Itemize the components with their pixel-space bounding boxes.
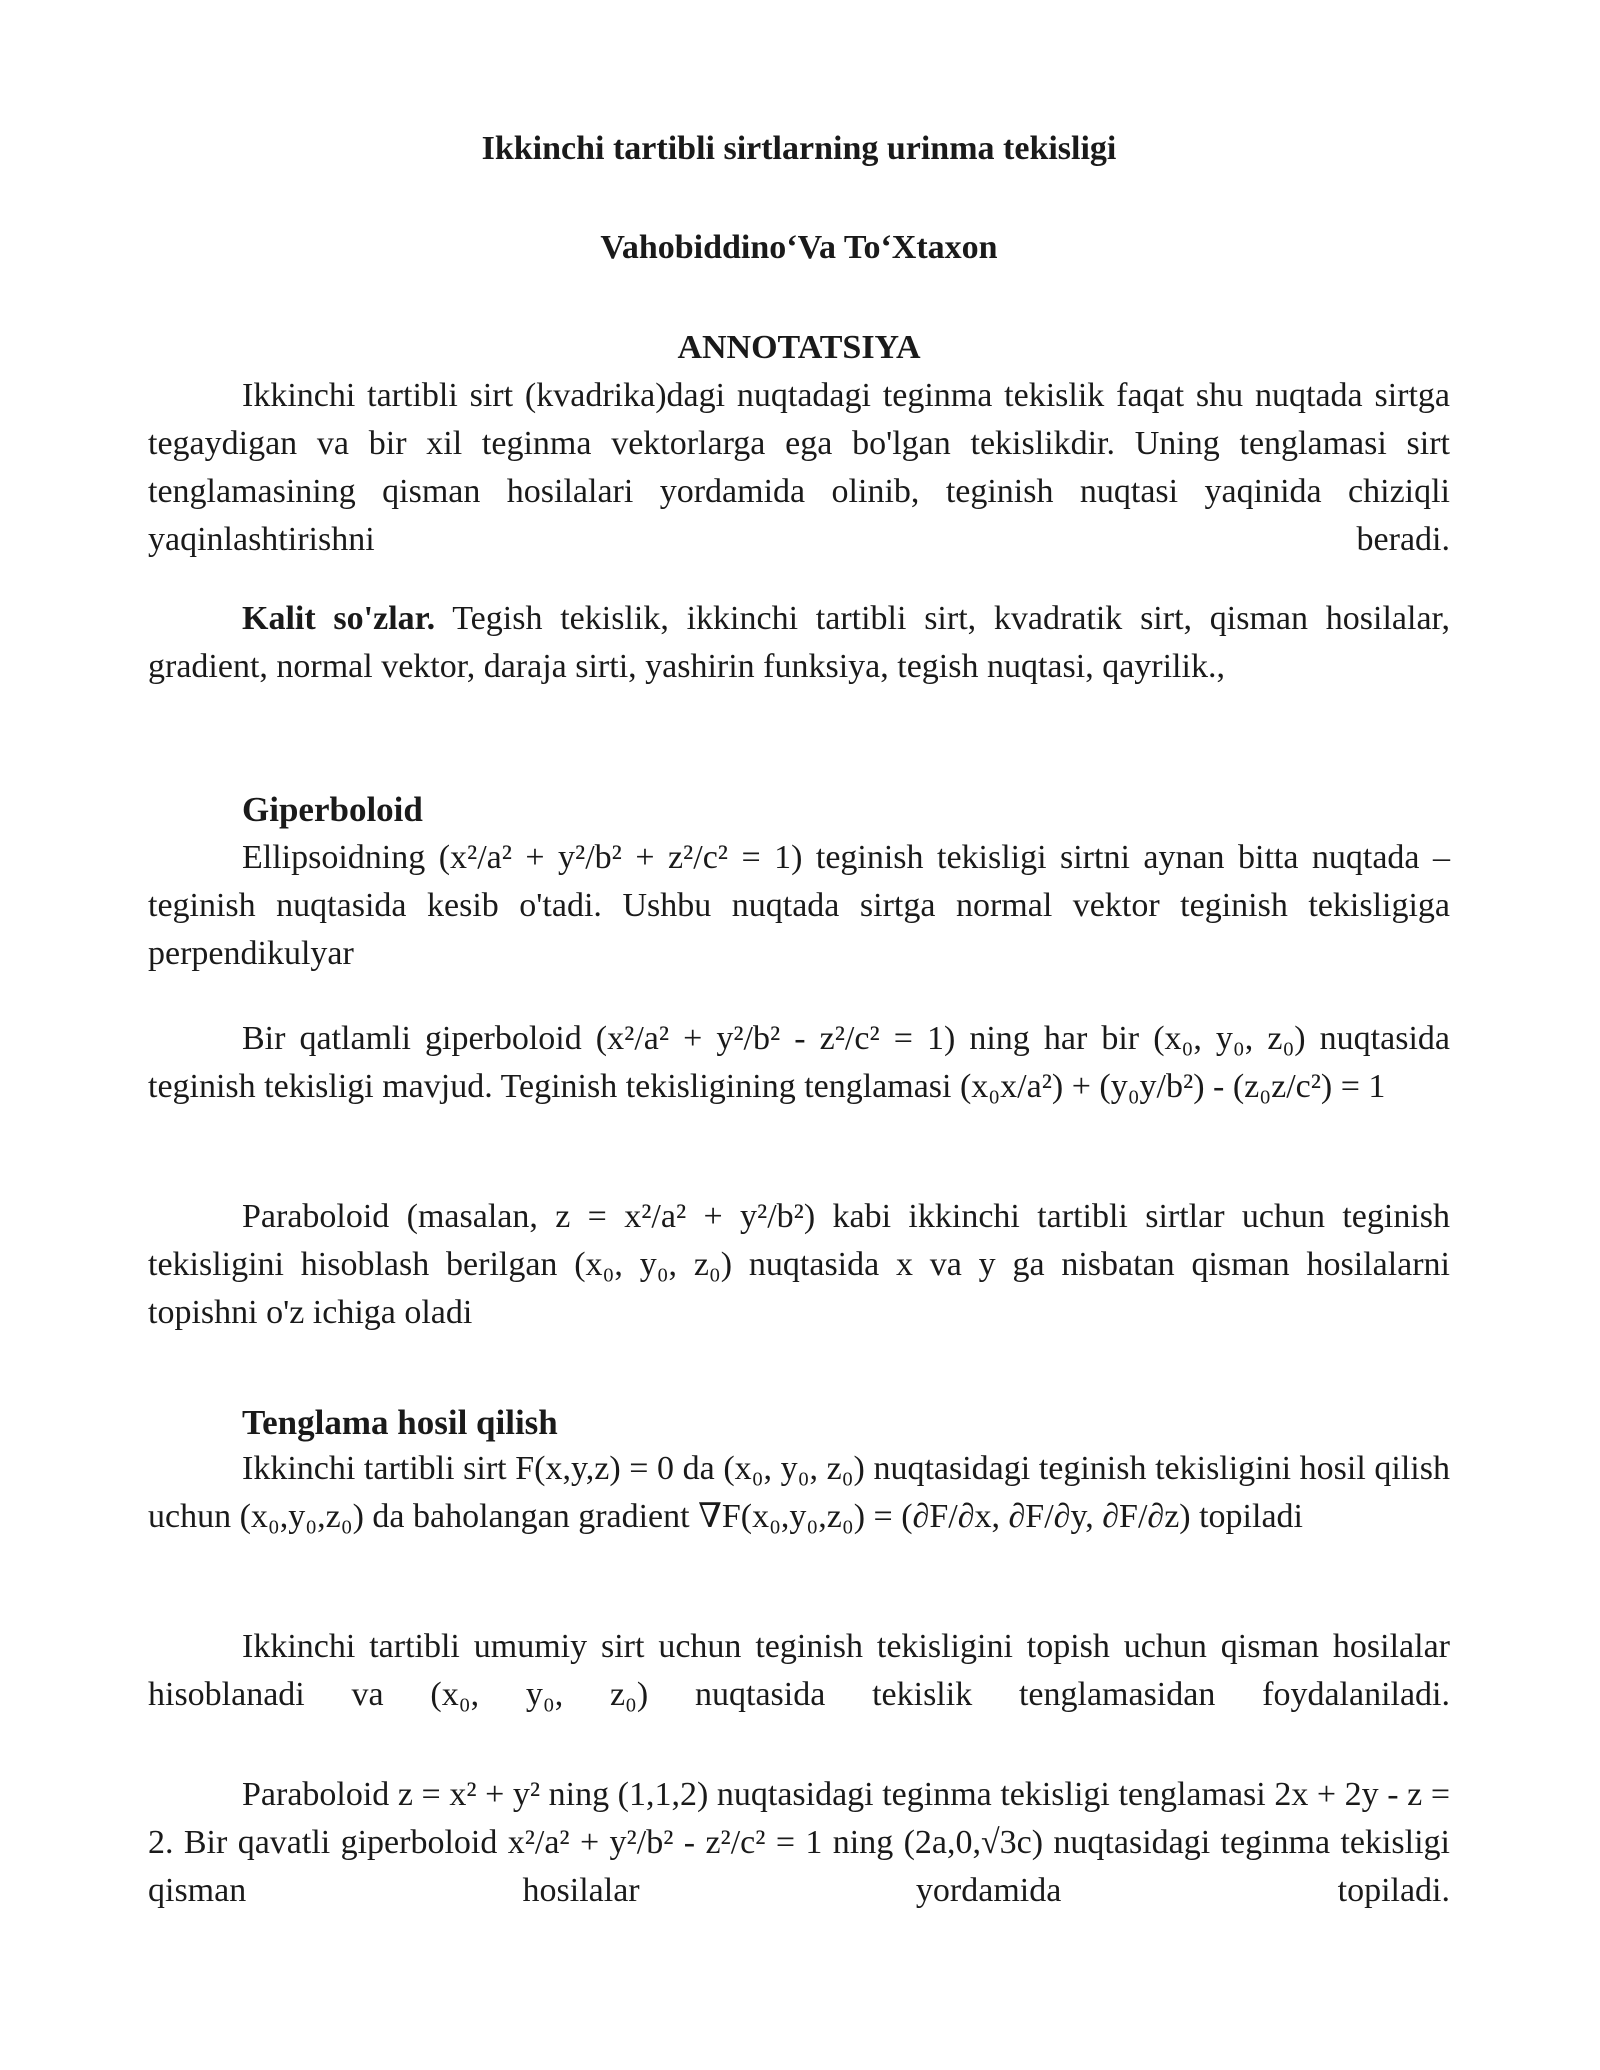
paper-author: Vahobiddino‘Va To‘Xtaxon: [600, 229, 998, 266]
tenglama-paragraph-2: Ikkinchi tartibli umumiy sirt uchun teginish tekisligini topish uchun qisman hosilalar hisoblanadi va (x₀, y₀, z₀) nuqtasida tekislik tenglamasidan foydalaniladi.: [148, 1628, 1450, 1713]
tenglama-paragraph-3: Paraboloid z = x² + y² ning (1,1,2) nuqtasidagi teginma tekisligi tenglamasi 2x + 2y - z = 2. Bir qavatli giperboloid x²/a² + y²/b² - z²/c² = 1 ning (2a,0,√3c) nuqtasidagi teginma tekisligi qisman hosilalar yordamida topiladi.: [148, 1776, 1450, 1909]
section-heading-giperboloid: Giperboloid: [242, 790, 423, 829]
annotation-heading: ANNOTATSIYA: [677, 329, 921, 366]
giperboloid-paragraph-2: Bir qatlamli giperboloid (x²/a² + y²/b² - z²/c² = 1) ning har bir (x₀, y₀, z₀) nuqtasida teginish tekisligi mavjud. Teginish tekisligining tenglamasi (x₀x/a²) + (y₀y/b²) - (z₀z/c²) = 1: [148, 1020, 1450, 1105]
annotation-text: Ikkinchi tartibli sirt (kvadrika)dagi nuqtadagi teginma tekislik faqat shu nuqtada sirtga tegaydigan va bir xil teginma vektorlarga ega bo'lgan tekislikdir. Uning tenglamasi sirt tenglamasining qisman hosilalari yordamida olinib, teginish nuqtasi yaqinida chiziqli yaqinlashtirishni beradi.: [148, 377, 1450, 558]
paper-title: Ikkinchi tartibli sirtlarning urinma tekisligi: [481, 130, 1117, 167]
giperboloid-paragraph-3: Paraboloid (masalan, z = x²/a² + y²/b²) kabi ikkinchi tartibli sirtlar uchun teginish tekisligini hisoblash berilgan (x₀, y₀, z₀) nuqtasida x va y ga nisbatan qisman hosilalarni topishni o'z ichiga oladi: [148, 1198, 1450, 1331]
keywords-label: Kalit so'zlar.: [242, 600, 436, 637]
keywords-paragraph: [148, 595, 1450, 691]
keywords-text: Tegish tekislik, ikkinchi tartibli sirt, kvadratik sirt, qisman hosilalar, gradient, normal vektor, daraja sirti, yashirin funksiya, tegish nuqtasi, qayrilik.,: [148, 600, 1450, 685]
giperboloid-paragraph-1: Ellipsoidning (x²/a² + y²/b² + z²/c² = 1) teginish tekisligi sirtni aynan bitta nuqtada – teginish nuqtasida kesib o'tadi. Ushbu nuqtada sirtga normal vektor teginish tekisligiga perpendikulyar: [148, 839, 1450, 972]
tenglama-paragraph-1: Ikkinchi tartibli sirt F(x,y,z) = 0 da (x₀, y₀, z₀) nuqtasidagi teginish tekisligini hosil qilish uchun (x₀,y₀,z₀) da baholangan gradient ∇F(x₀,y₀,z₀) = (∂F/∂x, ∂F/∂y, ∂F/∂z) topiladi: [148, 1450, 1450, 1535]
section-heading-tenglama: Tenglama hosil qilish: [242, 1403, 558, 1442]
